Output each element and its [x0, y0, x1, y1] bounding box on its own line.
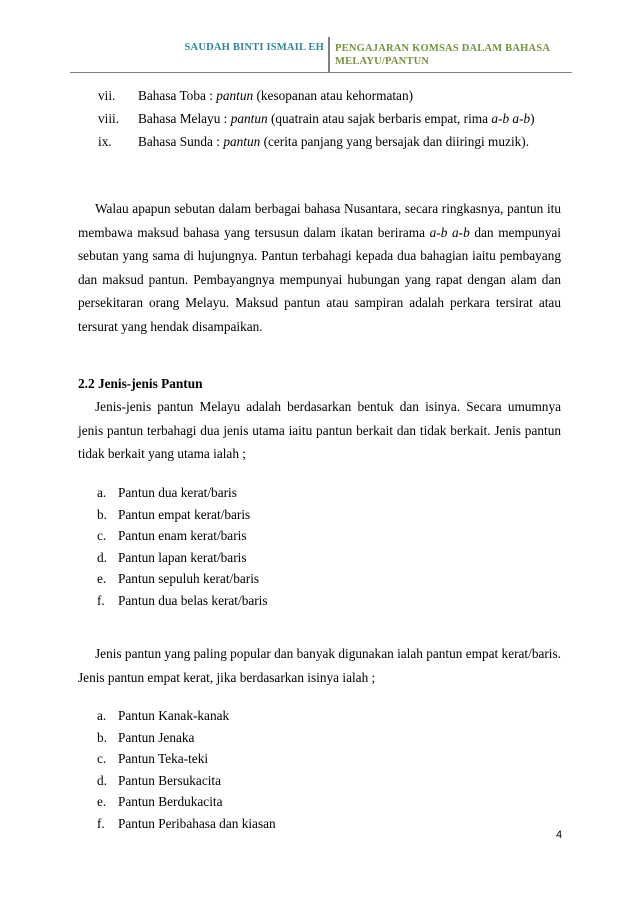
- list-item: a. Pantun Kanak-kanak: [97, 708, 230, 723]
- list-item: b. Pantun empat kerat/baris: [97, 506, 251, 522]
- list-item: e. Pantun sepuluh kerat/baris: [97, 571, 260, 587]
- header-title-line1: PENGAJARAN KOMSAS DALAM BAHASA: [335, 43, 551, 54]
- list-item: b. Pantun Jenaka: [97, 729, 195, 745]
- list-number: viii.: [98, 111, 120, 126]
- header-divider: [328, 37, 330, 73]
- list-text: Bahasa Melayu : pantun (quatrain atau sajak berbaris empat, rima a-b a-b): [138, 111, 535, 126]
- list-item: a. Pantun dua kerat/baris: [97, 485, 237, 500]
- list-item: f. Pantun dua belas kerat/baris: [97, 592, 268, 608]
- header-author: SAUDAH BINTI ISMAIL EH: [184, 42, 324, 53]
- list-number: ix.: [98, 134, 112, 149]
- list-item: d. Pantun Bersukacita: [97, 772, 222, 788]
- list-item: f. Pantun Peribahasa dan kiasan: [97, 815, 276, 831]
- header-rule: [70, 72, 572, 73]
- list-item: e. Pantun Berdukacita: [97, 794, 223, 810]
- paragraph-section-intro: Jenis-jenis pantun Melayu adalah berdasarkan bentuk dan isinya. Secara umumnya jenis pantun terbahagi dua jenis utama iaitu pantun berkait dan tidak berkait. Jenis pantun tidak berkait yang utama ialah ;: [78, 399, 561, 462]
- section-heading: 2.2 Jenis-jenis Pantun: [78, 376, 203, 391]
- header-title: [335, 42, 565, 68]
- list-text: Bahasa Toba : pantun (kesopanan atau kehormatan): [138, 88, 414, 103]
- page-number: 4: [556, 829, 563, 841]
- pantun-form-list: [97, 485, 268, 615]
- list-item: c. Pantun Teka-teki: [97, 751, 209, 767]
- page-header: [0, 37, 638, 73]
- list-text: Bahasa Sunda : pantun (cerita panjang yang bersajak dan diiringi muzik).: [138, 134, 530, 149]
- paragraph-intro: Walau apapun sebutan dalam berbagai bahasa Nusantara, secara ringkasnya, pantun itu membawa maksud bahasa yang tersusun dalam ikatan berirama a-b a-b dan mempunyai sebutan yang sama di hujungnya. Pantun terbahagi kepada dua bahagian iaitu pembayang dan maksud pantun. Pembayangnya mempunyai hubungan yang rapat dengan alam dan persekitaran orang Melayu. Maksud pantun atau sampiran adalah perkara tersirat atau tersurat yang hendak disampaikan.: [78, 201, 561, 334]
- paragraph-popular: Jenis pantun yang paling popular dan banyak digunakan ialah pantun empat kerat/baris. Jenis pantun empat kerat, jika berdasarkan isinya ialah ;: [78, 646, 561, 685]
- list-item: d. Pantun lapan kerat/baris: [97, 549, 247, 565]
- pantun-content-list: [97, 708, 276, 838]
- list-item: c. Pantun enam kerat/baris: [97, 528, 247, 544]
- list-number: vii.: [98, 88, 116, 103]
- header-title-line2: MELAYU/PANTUN: [335, 56, 430, 67]
